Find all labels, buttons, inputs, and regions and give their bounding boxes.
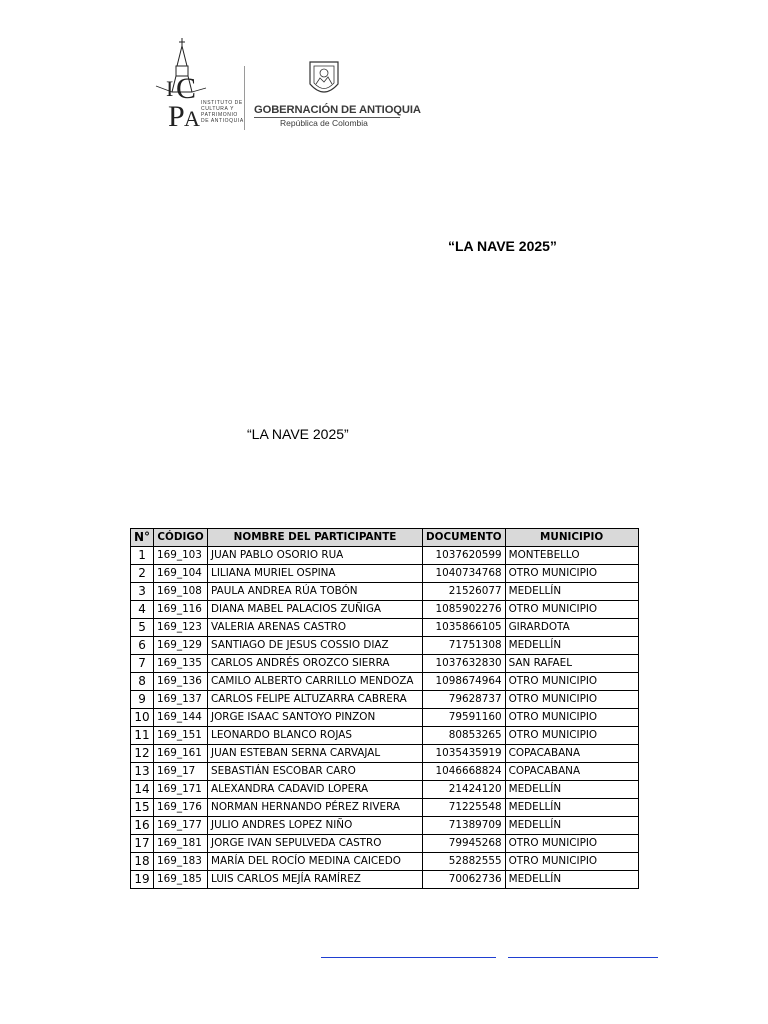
row-number: 6: [131, 637, 154, 655]
participant-document: 80853265: [423, 727, 506, 745]
table-row: [131, 619, 639, 637]
participant-document: 70062736: [423, 871, 506, 889]
table-row: [131, 673, 639, 691]
participant-municipality: COPACABANA: [505, 745, 638, 763]
participant-document: 1035866105: [423, 619, 506, 637]
row-number: 7: [131, 655, 154, 673]
participant-document: 79628737: [423, 691, 506, 709]
table-row: [131, 763, 639, 781]
participant-document: 1040734768: [423, 565, 506, 583]
participant-name: JULIO ANDRES LOPEZ NIÑO: [208, 817, 423, 835]
participant-code: 169_144: [154, 709, 208, 727]
participant-municipality: OTRO MUNICIPIO: [505, 673, 638, 691]
participant-name: NORMAN HERNANDO PÉREZ RIVERA: [208, 799, 423, 817]
participant-code: 169_129: [154, 637, 208, 655]
participant-document: 79945268: [423, 835, 506, 853]
column-header-code: CÓDIGO: [154, 529, 208, 547]
svg-text:I: I: [166, 76, 174, 101]
table-row: [131, 601, 639, 619]
row-number: 18: [131, 853, 154, 871]
participant-name: DIANA MABEL PALACIOS ZUÑIGA: [208, 601, 423, 619]
gobernacion-title: GOBERNACIÓN DE ANTIOQUIA: [254, 104, 421, 116]
participant-municipality: COPACABANA: [505, 763, 638, 781]
participant-document: 1037632830: [423, 655, 506, 673]
participant-name: CARLOS FELIPE ALTUZARRA CABRERA: [208, 691, 423, 709]
participant-name: JORGE IVAN SEPULVEDA CASTRO: [208, 835, 423, 853]
participant-document: 1037620599: [423, 547, 506, 565]
svg-text:A: A: [184, 106, 200, 131]
participant-municipality: OTRO MUNICIPIO: [505, 601, 638, 619]
participant-municipality: MEDELLÍN: [505, 583, 638, 601]
participant-municipality: OTRO MUNICIPIO: [505, 565, 638, 583]
participant-name: ALEXANDRA CADAVID LOPERA: [208, 781, 423, 799]
row-number: 14: [131, 781, 154, 799]
table-row: [131, 655, 639, 673]
table-row: [131, 565, 639, 583]
participant-document: 1035435919: [423, 745, 506, 763]
participant-code: 169_17: [154, 763, 208, 781]
participant-document: 21424120: [423, 781, 506, 799]
participant-code: 169_151: [154, 727, 208, 745]
table-row: [131, 835, 639, 853]
gobernacion-subtitle: República de Colombia: [280, 118, 368, 128]
participant-municipality: OTRO MUNICIPIO: [505, 709, 638, 727]
participant-name: SANTIAGO DE JESUS COSSIO DIAZ: [208, 637, 423, 655]
participant-code: 169_181: [154, 835, 208, 853]
participant-name: LUIS CARLOS MEJÍA RAMÍREZ: [208, 871, 423, 889]
participant-code: 169_136: [154, 673, 208, 691]
column-header-document: DOCUMENTO: [423, 529, 506, 547]
participant-name: CAMILO ALBERTO CARRILLO MENDOZA: [208, 673, 423, 691]
participant-code: 169_104: [154, 565, 208, 583]
table-row: [131, 709, 639, 727]
svg-text:C: C: [176, 72, 197, 105]
svg-text:P: P: [168, 100, 185, 132]
column-header-number: N°: [131, 529, 154, 547]
participant-code: 169_161: [154, 745, 208, 763]
row-number: 2: [131, 565, 154, 583]
table-row: [131, 871, 639, 889]
participant-municipality: OTRO MUNICIPIO: [505, 691, 638, 709]
table-row: [131, 583, 639, 601]
participant-document: 52882555: [423, 853, 506, 871]
participant-code: 169_183: [154, 853, 208, 871]
participant-name: JUAN ESTEBAN SERNA CARVAJAL: [208, 745, 423, 763]
table-row: [131, 853, 639, 871]
participant-name: JUAN PABLO OSORIO RUA: [208, 547, 423, 565]
participant-code: 169_116: [154, 601, 208, 619]
row-number: 9: [131, 691, 154, 709]
participant-code: 169_137: [154, 691, 208, 709]
participant-code: 169_171: [154, 781, 208, 799]
icpa-caption-line: PATRIMONIO: [201, 112, 238, 118]
coat-of-arms-icon: [250, 58, 410, 104]
participant-municipality: MEDELLÍN: [505, 871, 638, 889]
table-row: [131, 745, 639, 763]
row-number: 11: [131, 727, 154, 745]
table-row: [131, 637, 639, 655]
participant-document: 71389709: [423, 817, 506, 835]
participant-code: 169_135: [154, 655, 208, 673]
row-number: 5: [131, 619, 154, 637]
participant-document: 1046668824: [423, 763, 506, 781]
table-row: [131, 781, 639, 799]
table-header-row: [131, 529, 639, 547]
row-number: 15: [131, 799, 154, 817]
participant-municipality: MEDELLÍN: [505, 799, 638, 817]
column-header-municipality: MUNICIPIO: [505, 529, 638, 547]
table-row: [131, 691, 639, 709]
participant-document: 79591160: [423, 709, 506, 727]
hyperlink-underline[interactable]: [321, 957, 496, 958]
row-number: 12: [131, 745, 154, 763]
participant-code: 169_185: [154, 871, 208, 889]
row-number: 16: [131, 817, 154, 835]
participant-name: LEONARDO BLANCO ROJAS: [208, 727, 423, 745]
row-number: 19: [131, 871, 154, 889]
table-row: [131, 547, 639, 565]
participant-name: VALERIA ARENAS CASTRO: [208, 619, 423, 637]
participant-municipality: GIRARDOTA: [505, 619, 638, 637]
participant-municipality: MEDELLÍN: [505, 817, 638, 835]
participant-municipality: OTRO MUNICIPIO: [505, 835, 638, 853]
table-row: [131, 817, 639, 835]
participant-name: PAULA ANDREA RÚA TOBÓN: [208, 583, 423, 601]
gobernacion-logo: [250, 58, 421, 132]
participant-document: 1085902276: [423, 601, 506, 619]
icpa-caption-line: INSTITUTO DE: [201, 100, 243, 106]
document-title: “LA NAVE 2025”: [247, 426, 349, 442]
participant-municipality: SAN RAFAEL: [505, 655, 638, 673]
participant-document: 71225548: [423, 799, 506, 817]
icpa-caption-line: CULTURA Y: [201, 106, 235, 112]
participant-code: 169_108: [154, 583, 208, 601]
participant-name: MARÍA DEL ROCÍO MEDINA CAICEDO: [208, 853, 423, 871]
document-title-bold: “LA NAVE 2025”: [448, 238, 557, 254]
participant-name: LILIANA MURIEL OSPINA: [208, 565, 423, 583]
participant-document: 1098674964: [423, 673, 506, 691]
participant-code: 169_123: [154, 619, 208, 637]
participant-name: SEBASTIÁN ESCOBAR CARO: [208, 763, 423, 781]
participant-municipality: MEDELLÍN: [505, 637, 638, 655]
participant-code: 169_176: [154, 799, 208, 817]
column-header-name: NOMBRE DEL PARTICIPANTE: [208, 529, 423, 547]
participant-name: JORGE ISAAC SANTOYO PINZON: [208, 709, 423, 727]
participant-municipality: MONTEBELLO: [505, 547, 638, 565]
participant-name: CARLOS ANDRÉS OROZCO SIERRA: [208, 655, 423, 673]
row-number: 4: [131, 601, 154, 619]
logo-divider: [244, 66, 245, 130]
hyperlink-underline[interactable]: [508, 957, 658, 958]
row-number: 17: [131, 835, 154, 853]
icpa-logo: [150, 36, 242, 132]
participants-table: [130, 528, 639, 889]
participant-document: 21526077: [423, 583, 506, 601]
row-number: 1: [131, 547, 154, 565]
participant-document: 71751308: [423, 637, 506, 655]
row-number: 8: [131, 673, 154, 691]
icpa-caption-line: DE ANTIOQUIA: [201, 118, 244, 124]
row-number: 10: [131, 709, 154, 727]
participant-municipality: OTRO MUNICIPIO: [505, 853, 638, 871]
table-row: [131, 727, 639, 745]
participant-municipality: OTRO MUNICIPIO: [505, 727, 638, 745]
icpa-caption: [201, 100, 244, 124]
row-number: 13: [131, 763, 154, 781]
participant-code: 169_177: [154, 817, 208, 835]
row-number: 3: [131, 583, 154, 601]
participant-code: 169_103: [154, 547, 208, 565]
table-row: [131, 799, 639, 817]
participant-municipality: MEDELLÍN: [505, 781, 638, 799]
